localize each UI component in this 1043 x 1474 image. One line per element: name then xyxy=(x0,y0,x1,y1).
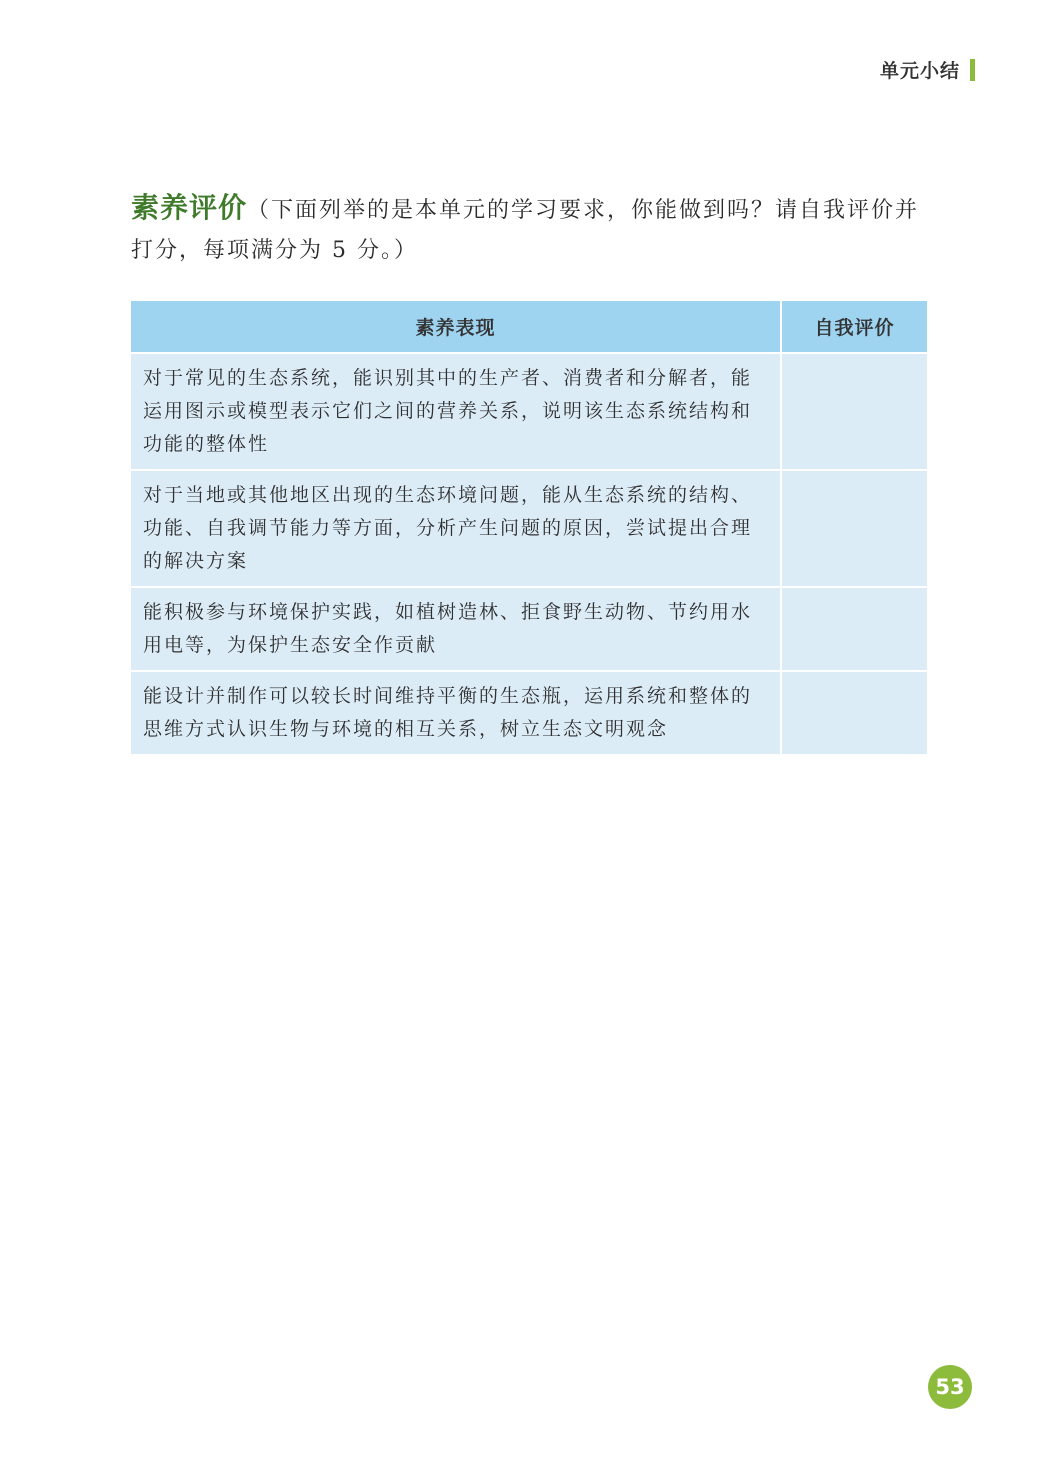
rating-cell[interactable] xyxy=(781,671,927,754)
evaluation-table xyxy=(131,301,927,754)
column-header-performance: 素养表现 xyxy=(131,301,781,353)
rating-cell[interactable] xyxy=(781,353,927,470)
section-intro xyxy=(131,188,931,271)
performance-cell: 能积极参与环境保护实践，如植树造林、拒食野生动物、节约用水用电等，为保护生态安全作贡献 xyxy=(131,587,781,671)
table-row xyxy=(131,470,927,587)
rating-cell[interactable] xyxy=(781,587,927,671)
running-header xyxy=(880,56,975,83)
page-number: 53 xyxy=(928,1365,972,1409)
table-row xyxy=(131,353,927,470)
rating-cell[interactable] xyxy=(781,470,927,587)
performance-cell: 对于当地或其他地区出现的生态环境问题，能从生态系统的结构、功能、自我调节能力等方面，分析产生问题的原因，尝试提出合理的解决方案 xyxy=(131,470,781,587)
running-header-label: 单元小结 xyxy=(879,60,960,82)
column-header-self-rating: 自我评价 xyxy=(781,301,927,353)
section-title: 素养评价 xyxy=(131,191,248,224)
section-instruction: （下面列举的是本单元的学习要求，你能做到吗？请自我评价并打分，每项满分为 5 分。） xyxy=(131,198,920,263)
table-row xyxy=(131,587,927,671)
table-header-row xyxy=(131,301,927,353)
table-row xyxy=(131,671,927,754)
performance-cell: 能设计并制作可以较长时间维持平衡的生态瓶，运用系统和整体的思维方式认识生物与环境的相互关系，树立生态文明观念 xyxy=(131,671,781,754)
performance-cell: 对于常见的生态系统，能识别其中的生产者、消费者和分解者，能运用图示或模型表示它们之间的营养关系，说明该生态系统结构和功能的整体性 xyxy=(131,353,781,470)
header-accent-bar xyxy=(970,59,975,81)
